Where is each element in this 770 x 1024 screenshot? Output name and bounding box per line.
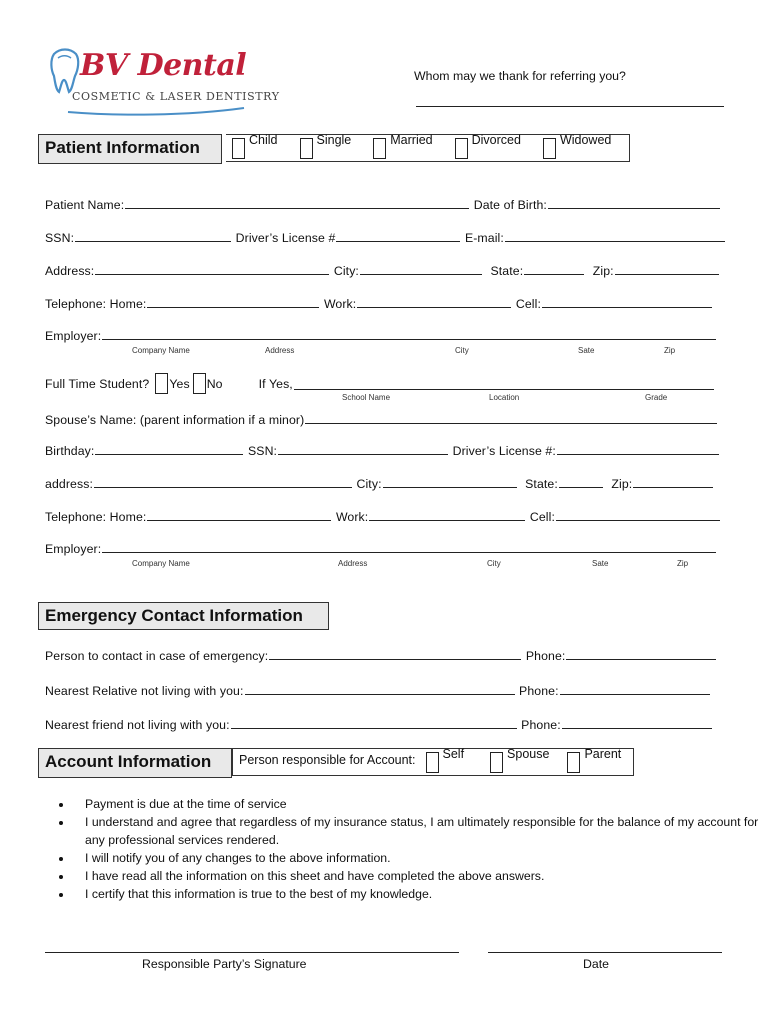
sub-state: Sate (592, 559, 609, 568)
label: Person to contact in case of emergency: (45, 649, 269, 663)
spouse-phone-row (45, 509, 721, 524)
sub-school: School Name (342, 393, 391, 402)
sub-city: City (487, 559, 501, 568)
checkbox[interactable] (300, 138, 313, 159)
marital-option-child[interactable] (232, 132, 278, 159)
label: Work: (335, 510, 369, 524)
label: Birthday: (45, 444, 95, 458)
email-field[interactable] (505, 230, 725, 242)
patient-phone-row (45, 296, 713, 311)
responsible-option-parent[interactable] (567, 746, 622, 773)
label: Date of Birth: (473, 198, 547, 212)
label: Employer: (45, 542, 102, 556)
list-item: • Payment is due at the time of service (73, 795, 770, 813)
label: Patient Name: (45, 198, 125, 212)
label: City: (333, 264, 359, 278)
patient-employer-row (45, 328, 717, 343)
sub-zip: Zip (664, 346, 676, 355)
account-section-header: Account Information (38, 748, 232, 778)
label: Telephone: Home: (45, 297, 147, 311)
logo-brand: BV Dental (80, 48, 247, 83)
responsible-group (232, 748, 634, 776)
label: Cell: (529, 510, 555, 524)
marital-option-single[interactable] (300, 132, 352, 159)
sub-location: Location (489, 393, 520, 402)
relative-row (45, 683, 711, 698)
emergency-phone-field[interactable] (566, 648, 716, 660)
relative-phone-field[interactable] (560, 683, 710, 695)
spouse-name-field[interactable] (305, 412, 717, 424)
signature-label: Responsible Party’s Signature (142, 957, 307, 971)
patient-name-field[interactable] (125, 197, 469, 209)
option-label: Married (390, 132, 433, 147)
spouse-name-row (45, 412, 718, 427)
spouse-zip-field[interactable] (633, 476, 713, 488)
option-label: Child (249, 132, 278, 147)
spouse-address-field[interactable] (94, 476, 352, 488)
responsible-option-self[interactable] (426, 746, 465, 773)
cell-phone-field[interactable] (542, 296, 712, 308)
date-field[interactable] (488, 940, 722, 953)
checkbox[interactable] (373, 138, 386, 159)
label: Work: (323, 297, 357, 311)
responsible-option-spouse[interactable] (490, 746, 550, 773)
employer-field[interactable] (102, 328, 716, 340)
student-no-checkbox[interactable] (193, 373, 206, 394)
spouse-employer-field[interactable] (102, 541, 716, 553)
option-label: Single (316, 132, 352, 147)
spouse-ssn-field[interactable] (278, 443, 448, 455)
label: State: (525, 477, 558, 491)
label: Employer: (45, 329, 102, 343)
emergency-section-header: Emergency Contact Information (38, 602, 329, 630)
checkbox[interactable] (455, 138, 468, 159)
label: Phone: (525, 649, 566, 663)
label: Driver’s License #: (452, 444, 556, 458)
list-item: • I will notify you of any changes to the above information. (73, 849, 770, 867)
checkbox[interactable] (567, 752, 580, 773)
dob-field[interactable] (548, 197, 720, 209)
sub-company: Company Name (132, 346, 190, 355)
list-item: • I certify that this information is true to the best of my knowledge. (73, 885, 770, 903)
option-label: Widowed (559, 132, 612, 147)
marital-option-widowed[interactable] (543, 132, 612, 159)
referral-prompt: Whom may we thank for referring you? (414, 69, 626, 83)
logo-tagline: COSMETIC & LASER DENTISTRY (72, 90, 280, 103)
option-label: Spouse (507, 746, 550, 761)
tooth-icon (48, 48, 82, 94)
spouse-work-phone-field[interactable] (369, 509, 525, 521)
patient-ssn-row (45, 230, 726, 245)
dl-field[interactable] (336, 230, 460, 242)
spouse-cell-phone-field[interactable] (556, 509, 720, 521)
marital-option-married[interactable] (373, 132, 433, 159)
patient-address-row (45, 263, 720, 278)
no-label: No (206, 376, 223, 391)
friend-field[interactable] (231, 717, 517, 729)
zip-field[interactable] (615, 263, 719, 275)
list-item: • I understand and agree that regardless of my insurance status, I am ultimately responsible for the balance of my account for any professional services rendered. (73, 813, 770, 849)
friend-phone-field[interactable] (562, 717, 712, 729)
spouse-dl-field[interactable] (557, 443, 719, 455)
option-label: Divorced (471, 132, 521, 147)
label: Phone: (519, 684, 559, 698)
checkbox[interactable] (426, 752, 439, 773)
student-row (45, 373, 715, 394)
spouse-birthday-field[interactable] (95, 443, 243, 455)
signature-field[interactable] (45, 940, 459, 953)
marital-option-divorced[interactable] (455, 132, 521, 159)
yes-label: Yes (169, 376, 190, 391)
label: Full Time Student? (45, 376, 150, 391)
label: Nearest friend not living with you: (45, 718, 230, 732)
label: Zip: (611, 477, 633, 491)
emergency-contact-row (45, 648, 717, 663)
label: Phone: (521, 718, 561, 732)
label: address: (45, 477, 93, 491)
option-label: Self (442, 746, 465, 761)
referral-input[interactable] (416, 94, 724, 107)
responsible-label: Person responsible for Account: (239, 752, 416, 767)
spouse-city-field[interactable] (383, 476, 517, 488)
label: SSN: (247, 444, 278, 458)
marital-status-group (226, 134, 630, 162)
label: Spouse’s Name: (parent information if a minor) (45, 413, 305, 427)
checkbox[interactable] (490, 752, 503, 773)
list-item: • I have read all the information on this sheet and have completed the above answers. (73, 867, 770, 885)
sub-zip: Zip (677, 559, 689, 568)
date-label: Date (583, 957, 609, 971)
spouse-address-row (45, 476, 714, 491)
label: SSN: (45, 231, 75, 245)
work-phone-field[interactable] (357, 296, 511, 308)
sub-address: Address (338, 559, 368, 568)
emergency-contact-field[interactable] (269, 648, 521, 660)
address-field[interactable] (95, 263, 329, 275)
checkbox[interactable] (232, 138, 245, 159)
spouse-home-phone-field[interactable] (147, 509, 331, 521)
sub-state: Sate (578, 346, 595, 355)
label: Nearest Relative not living with you: (45, 684, 244, 698)
spouse-state-field[interactable] (559, 476, 603, 488)
spouse-employer-row (45, 541, 717, 556)
label: State: (490, 264, 524, 278)
city-field[interactable] (360, 263, 482, 275)
sub-address: Address (265, 346, 295, 355)
friend-row (45, 717, 713, 732)
sub-city: City (455, 346, 469, 355)
logo-swoosh (66, 104, 246, 118)
patient-name-row (45, 197, 721, 212)
label: Telephone: Home: (45, 510, 147, 524)
state-field[interactable] (524, 263, 584, 275)
school-field[interactable] (294, 377, 714, 390)
student-yes-checkbox[interactable] (155, 373, 168, 394)
home-phone-field[interactable] (147, 296, 319, 308)
label: City: (356, 477, 382, 491)
option-label: Parent (584, 746, 622, 761)
terms-list (27, 795, 770, 903)
ssn-field[interactable] (75, 230, 231, 242)
spouse-birthday-row (45, 443, 720, 458)
patient-section-header: Patient Information (38, 134, 222, 164)
relative-field[interactable] (245, 683, 515, 695)
label: Address: (45, 264, 95, 278)
sub-company: Company Name (132, 559, 190, 568)
label: E-mail: (464, 231, 504, 245)
logo (44, 44, 280, 120)
label: Driver’s License # (235, 231, 336, 245)
label: If Yes, (258, 376, 293, 391)
label: Cell: (515, 297, 541, 311)
checkbox[interactable] (543, 138, 556, 159)
sub-grade: Grade (645, 393, 668, 402)
label: Zip: (592, 264, 614, 278)
